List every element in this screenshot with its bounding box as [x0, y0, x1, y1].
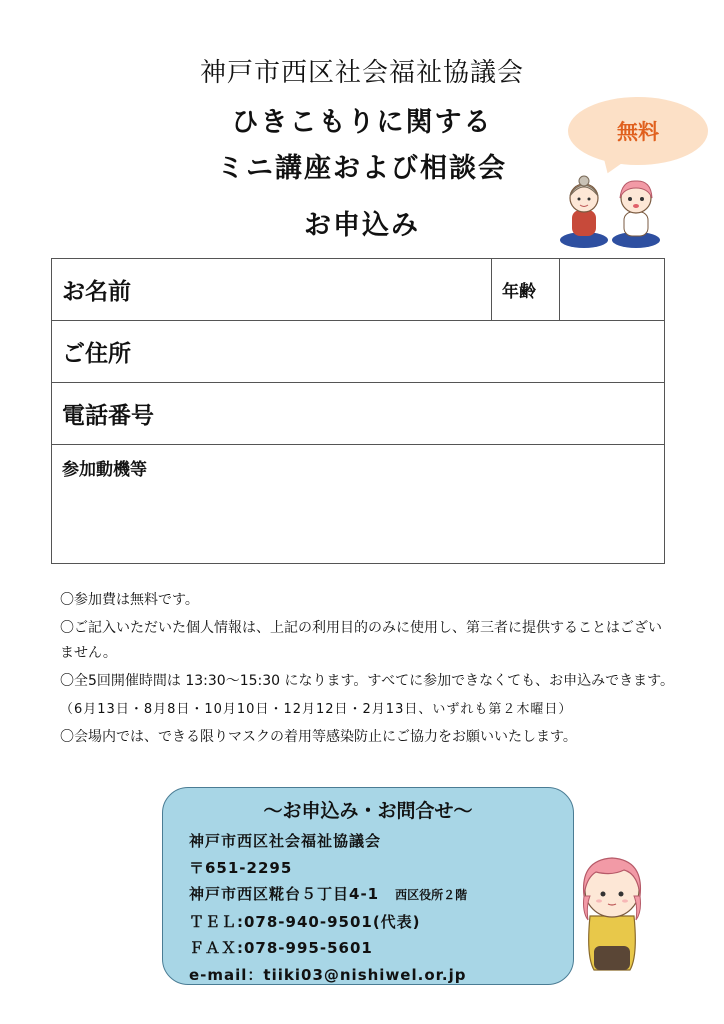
contact-org: 神戸市西区社会福祉協議会: [189, 832, 382, 850]
two-seated-characters-illustration: [556, 172, 666, 252]
age-field[interactable]: [560, 259, 665, 321]
note-schedule: 〇全5回開催時間は 13:30～15:30 になります。すべてに参加できなくても、お申込みできます。: [60, 673, 674, 689]
contact-box: [162, 787, 574, 985]
page-title-line-2: ミニ講座および相談会: [217, 153, 507, 184]
contact-fax: ＦＡＸ:078-995-5601: [189, 939, 373, 957]
organization-name: 神戸市西区社会福祉協議会: [199, 58, 524, 88]
contact-tel: ＴＥＬ:078-940-9501(代表): [189, 912, 421, 931]
note-privacy: 〇ご記入いただいた個人情報は、上記の利用目的のみに使用し、第三者に提供することはございません。: [60, 620, 662, 661]
name-field[interactable]: [52, 259, 492, 321]
page-title-line-1: ひきこもりに関する: [231, 107, 493, 138]
age-label: 年齢: [492, 259, 560, 321]
contact-address: 神戸市西区糀台５丁目4-1: [189, 885, 380, 903]
motive-label: 参加動機等: [62, 460, 147, 480]
note-dates: （6月13日・8月8日・10月10日・12月12日・2月13日、いずれも第２木曜日）: [60, 702, 573, 717]
address-field[interactable]: [52, 321, 665, 383]
phone-field[interactable]: [52, 383, 665, 445]
motive-field[interactable]: [52, 445, 665, 564]
contact-details: [189, 828, 467, 988]
notes-section: [60, 588, 674, 753]
application-form: [51, 258, 665, 564]
address-label: ご住所: [62, 341, 131, 367]
contact-postal: 〒651-2295: [189, 858, 293, 877]
phone-label: 電話番号: [62, 403, 154, 429]
page-title-line-3: お申込み: [304, 210, 420, 241]
note-fee: 〇参加費は無料です。: [60, 592, 199, 608]
note-mask: 〇会場内では、できる限りマスクの着用等感染防止にご協力をお願いいたします。: [60, 729, 577, 745]
name-label: お名前: [62, 279, 131, 305]
girl-sitting-illustration: [572, 846, 652, 976]
free-badge-label: 無料: [617, 120, 659, 144]
contact-address-note: 西区役所２階: [395, 888, 468, 902]
contact-address-line: [189, 881, 467, 909]
contact-email[interactable]: e-mail：tiiki03@nishiwel.or.jp: [189, 965, 467, 984]
contact-title: ～お申込み・お問合せ～: [263, 800, 473, 822]
